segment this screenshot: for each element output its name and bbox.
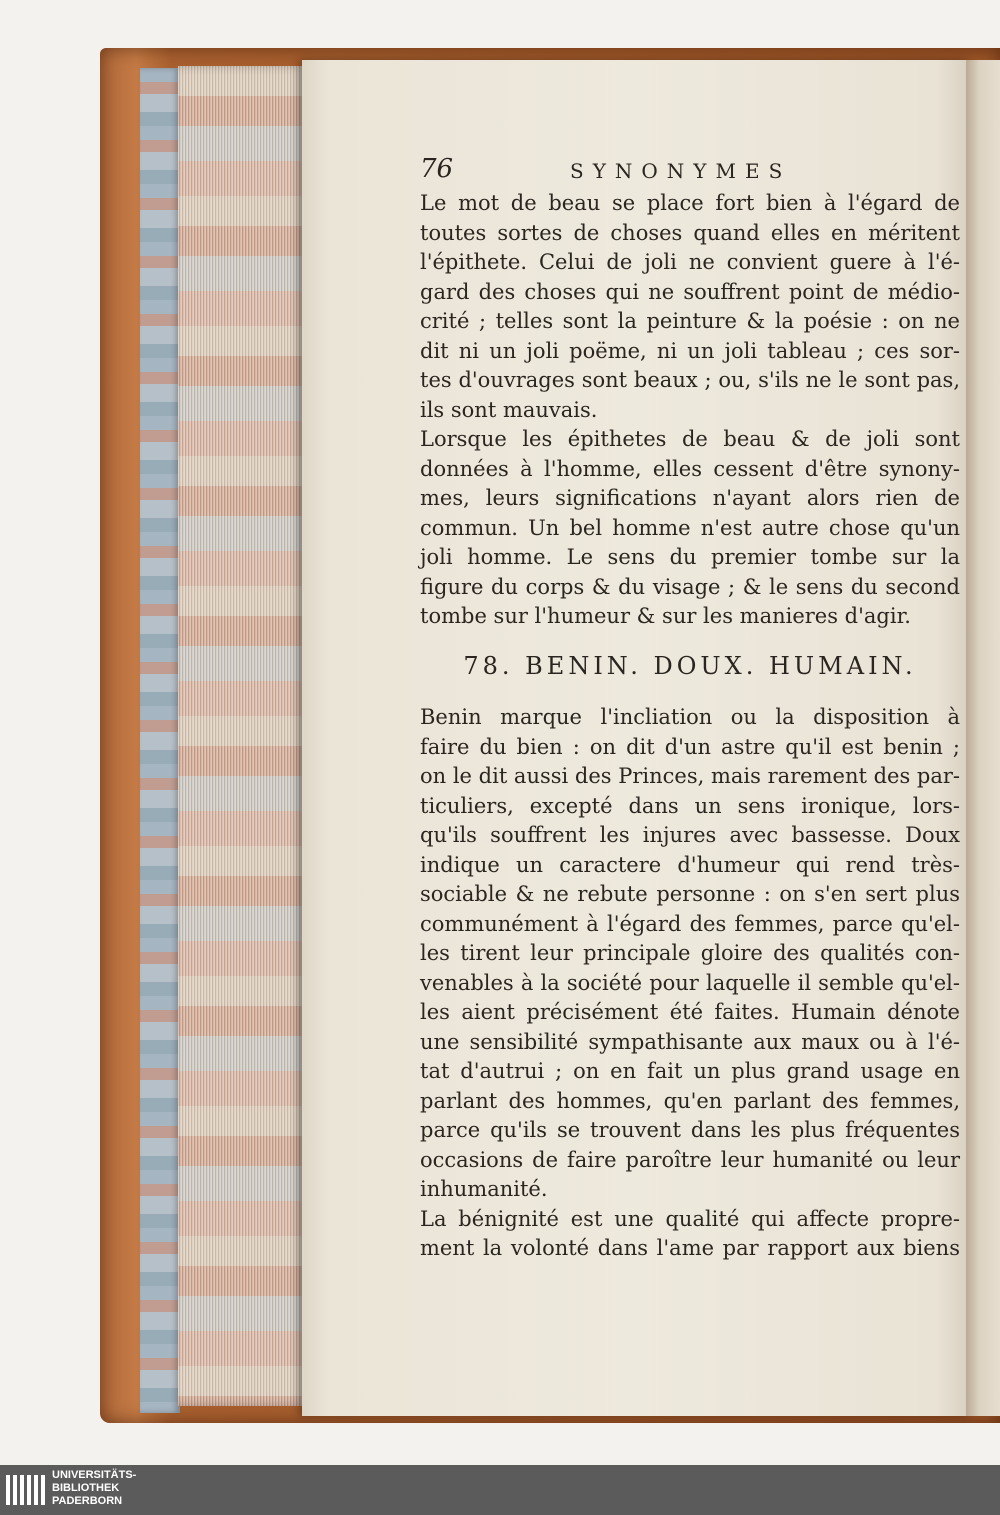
library-name [52, 1469, 136, 1508]
text-line: on le dit aussi des Princes, mais rarement des par- [420, 764, 961, 788]
text-line: occasions de faire paroître leur humanité ou leur [420, 1147, 960, 1172]
text-line: figure du corps & du visage ; & le sens du second [420, 574, 960, 599]
page-block-edges [178, 66, 306, 1406]
text-line: les tirent leur principale gloire des qualités con- [420, 941, 960, 965]
page-number: 76 [420, 154, 454, 184]
library-logo-icon [6, 1475, 46, 1505]
paragraph-beau-joli [420, 189, 960, 425]
text-line: données à l'homme, elles cessent d'être synony- [420, 456, 960, 481]
text-line: crité ; telles sont la peinture & la poésie : on ne [420, 309, 960, 333]
text-line: Benin marque l'incliation ou la disposition à [420, 705, 960, 729]
page-text [420, 155, 960, 1264]
text-line: venables à la société pour laquelle il semble qu'el- [420, 970, 960, 995]
text-line: une sensibilité sympathisante aux maux ou à l'é- [420, 1029, 960, 1054]
text-line: les aient précisément été faites. Humain dénote [420, 1000, 960, 1024]
text-line: Le mot de beau se place fort bien à l'égard de [420, 191, 960, 215]
running-head: SYNONYMES [570, 159, 792, 183]
text-line: tes d'ouvrages sont beaux ; ou, s'ils ne le sont pas, [420, 368, 960, 392]
library-name-line: BIBLIOTHEK [52, 1482, 120, 1494]
text-line: sociable & ne rebute personne : on s'en sert plus [420, 882, 960, 906]
text-line: ment la volonté dans l'ame par rapport aux biens [420, 1236, 960, 1260]
text-line: ticuliers, excepté dans un sens ironique, lors- [420, 793, 960, 818]
text-line: La bénignité est une qualité qui affecte propre- [420, 1206, 960, 1231]
text-line: inhumanité. [420, 1177, 548, 1201]
paragraph-lorsque [420, 425, 960, 632]
text-line: toutes sortes de choses quand elles en méritent [420, 220, 960, 245]
text-line: tat d'autrui ; on en fait un plus grand usage en [420, 1059, 960, 1083]
facing-page-edge [966, 60, 1000, 1416]
paragraph-benin [420, 703, 960, 1205]
paragraph-benignite [420, 1205, 960, 1264]
text-line: joli homme. Le sens du premier tombe sur la [420, 545, 960, 569]
library-footer [0, 1465, 1000, 1515]
marbled-endpaper [140, 68, 180, 1413]
text-line: mes, leurs significations n'ayant alors rien de [420, 486, 960, 510]
page-header [420, 155, 960, 185]
text-line: dit ni un joli poëme, ni un joli tableau ; ces sor- [420, 338, 960, 363]
text-line: commun. Un bel homme n'est autre chose qu'un [420, 515, 960, 540]
text-line: parce qu'ils se trouvent dans les plus fréquentes [420, 1118, 960, 1142]
text-line: gard des choses qui ne souffrent point de médio- [420, 279, 960, 304]
text-line: l'épithete. Celui de joli ne convient guere à l'é- [420, 250, 960, 274]
text-line: parlant des hommes, qu'en parlant des femmes, [420, 1088, 960, 1113]
text-line: indique un caractere d'humeur qui rend très- [420, 852, 960, 877]
library-name-line: UNIVERSITÄTS- [52, 1469, 137, 1481]
text-line: tombe sur l'humeur & sur les manieres d'agir. [420, 604, 911, 628]
text-line: qu'ils souffrent les injures avec bassesse. Doux [420, 823, 960, 847]
section-heading: 78. BENIN. DOUX. HUMAIN. [463, 651, 917, 680]
text-line: faire du bien : on dit d'un astre qu'il est benin ; [420, 734, 960, 759]
library-name-line: PADERBORN [52, 1495, 123, 1507]
text-line: communément à l'égard des femmes, parce qu'el- [420, 911, 960, 936]
text-line: Lorsque les épithetes de beau & de joli sont [420, 427, 960, 451]
text-line: ils sont mauvais. [420, 397, 598, 422]
